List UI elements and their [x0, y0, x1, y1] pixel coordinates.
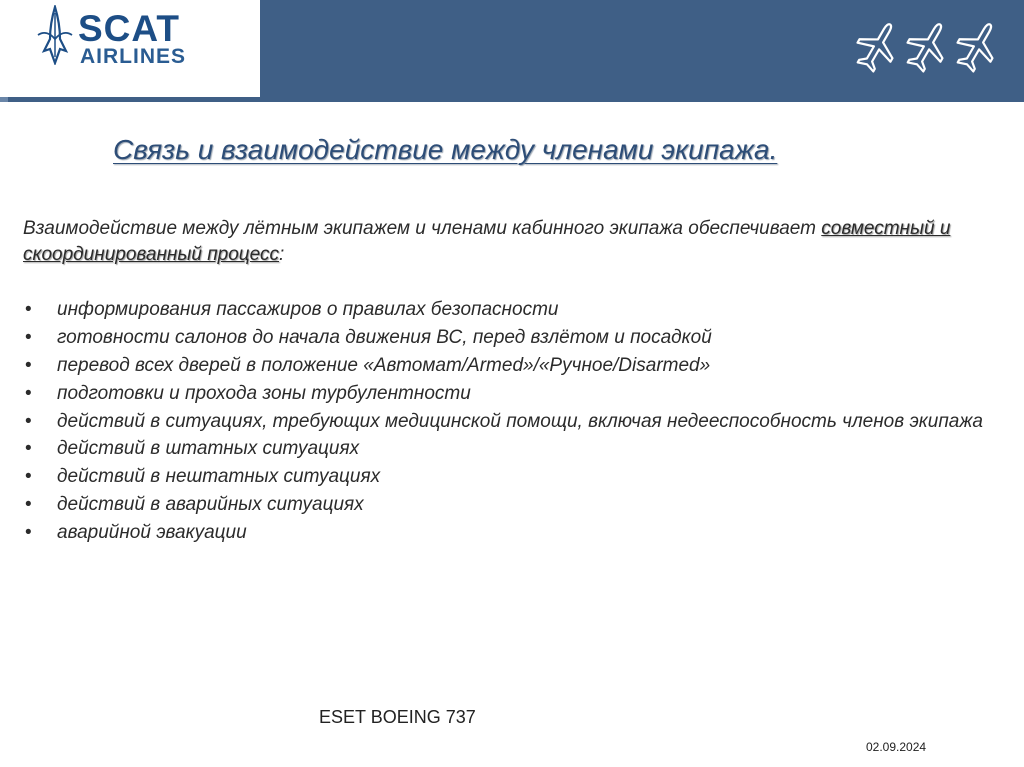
list-item-text: готовности салонов до начала движения ВС, перед взлётом и посадкой — [57, 327, 712, 348]
list-item-text: действий в ситуациях, требующих медицинской помощи, включая недееспособность членов экипажа — [57, 411, 983, 432]
bullet-icon: • — [25, 494, 32, 515]
list-item-text: действий в штатных ситуациях — [57, 438, 360, 459]
logo-name: SCAT — [78, 8, 180, 49]
list-item-text: подготовки и прохода зоны турбулентности — [57, 383, 471, 404]
list-item — [23, 435, 1008, 463]
bullet-icon: • — [25, 327, 32, 348]
list-item-text: перевод всех дверей в положение «Автомат/Armed»/«Ручное/Disarmed» — [57, 355, 711, 376]
airplane-icon — [955, 18, 1000, 76]
bullet-list — [23, 296, 1008, 547]
header-corner-accent — [0, 97, 8, 102]
bullet-icon: • — [25, 411, 32, 432]
bullet-icon: • — [25, 383, 32, 404]
list-item — [23, 296, 1008, 324]
list-item — [23, 324, 1008, 352]
logo-subname: AIRLINES — [80, 45, 187, 68]
intro-paragraph — [23, 216, 1003, 268]
footer-caption: ESET BOEING 737 — [319, 707, 476, 727]
logo — [0, 0, 260, 97]
list-item — [23, 408, 1008, 435]
list-item — [23, 519, 1008, 547]
logo-emblem-icon — [30, 5, 80, 65]
list-item — [23, 463, 1008, 491]
bullet-icon: • — [25, 355, 32, 376]
list-item-text: действий в аварийных ситуациях — [57, 494, 364, 515]
airplane-icon — [855, 18, 900, 76]
bullet-icon: • — [25, 522, 32, 543]
intro-tail: : — [279, 244, 285, 265]
header-divider — [0, 97, 1024, 102]
slide-title: Связь и взаимодействие между членами экипажа. — [113, 134, 778, 165]
footer-date: 02.09.2024 — [866, 740, 927, 754]
list-item — [23, 380, 1008, 408]
intro-text: Взаимодействие между лётным экипажем и членами кабинного экипажа обеспечивает — [23, 218, 822, 239]
list-item-text: информирования пассажиров о правилах безопасности — [57, 299, 559, 320]
list-item — [23, 491, 1008, 519]
list-item-text: аварийной эвакуации — [57, 522, 247, 543]
bullet-icon: • — [25, 466, 32, 487]
header-plane-icons — [855, 18, 1005, 78]
list-item — [23, 352, 1008, 380]
intro-emphasis: совместный и скоординированный процесс — [23, 218, 951, 265]
list-item-text: действий в нештатных ситуациях — [57, 466, 381, 487]
bullet-icon: • — [25, 438, 32, 459]
airplane-icon — [905, 18, 950, 76]
bullet-icon: • — [25, 299, 32, 320]
